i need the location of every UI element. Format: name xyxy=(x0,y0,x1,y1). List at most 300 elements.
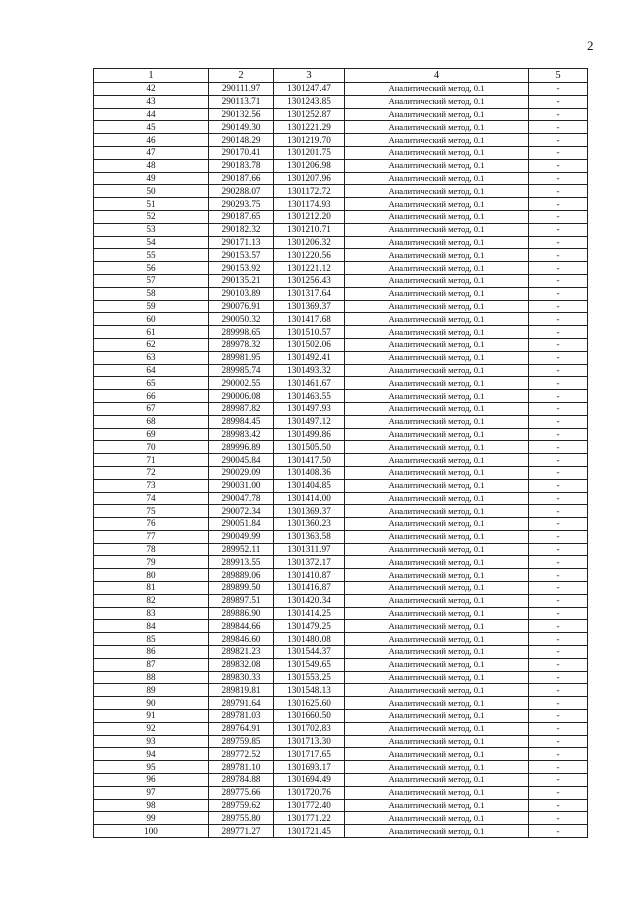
note-cell: - xyxy=(529,454,588,467)
x-coordinate-cell: 290153.57 xyxy=(209,249,274,262)
x-coordinate-cell: 289981.95 xyxy=(209,351,274,364)
point-number-cell: 45 xyxy=(94,121,209,134)
note-cell: - xyxy=(529,377,588,390)
method-cell: Аналитический метод, 0.1 xyxy=(345,364,529,377)
x-coordinate-cell: 289952.11 xyxy=(209,543,274,556)
x-coordinate-cell: 290113.71 xyxy=(209,95,274,108)
note-cell: - xyxy=(529,134,588,147)
table-header-row xyxy=(94,69,588,83)
method-cell: Аналитический метод, 0.1 xyxy=(345,799,529,812)
table-row xyxy=(94,786,588,799)
point-number-cell: 83 xyxy=(94,607,209,620)
x-coordinate-cell: 290171.13 xyxy=(209,236,274,249)
table-row xyxy=(94,620,588,633)
method-cell: Аналитический метод, 0.1 xyxy=(345,774,529,787)
table-row xyxy=(94,262,588,275)
y-coordinate-cell: 1301660.50 xyxy=(274,710,345,723)
y-coordinate-cell: 1301220.56 xyxy=(274,249,345,262)
point-number-cell: 100 xyxy=(94,825,209,838)
note-cell: - xyxy=(529,594,588,607)
y-coordinate-cell: 1301505.50 xyxy=(274,441,345,454)
x-coordinate-cell: 290031.00 xyxy=(209,479,274,492)
point-number-cell: 97 xyxy=(94,786,209,799)
y-coordinate-cell: 1301410.87 xyxy=(274,569,345,582)
method-cell: Аналитический метод, 0.1 xyxy=(345,185,529,198)
x-coordinate-cell: 289846.60 xyxy=(209,633,274,646)
y-coordinate-cell: 1301363.58 xyxy=(274,530,345,543)
x-coordinate-cell: 289784.88 xyxy=(209,774,274,787)
y-coordinate-cell: 1301479.25 xyxy=(274,620,345,633)
point-number-cell: 67 xyxy=(94,402,209,415)
table-row xyxy=(94,722,588,735)
method-cell: Аналитический метод, 0.1 xyxy=(345,786,529,799)
note-cell: - xyxy=(529,262,588,275)
point-number-cell: 63 xyxy=(94,351,209,364)
method-cell: Аналитический метод, 0.1 xyxy=(345,466,529,479)
note-cell: - xyxy=(529,658,588,671)
y-coordinate-cell: 1301417.50 xyxy=(274,454,345,467)
point-number-cell: 98 xyxy=(94,799,209,812)
x-coordinate-cell: 289772.52 xyxy=(209,748,274,761)
note-cell: - xyxy=(529,518,588,531)
x-coordinate-cell: 289764.91 xyxy=(209,722,274,735)
note-cell: - xyxy=(529,236,588,249)
y-coordinate-cell: 1301548.13 xyxy=(274,684,345,697)
point-number-cell: 94 xyxy=(94,748,209,761)
point-number-cell: 70 xyxy=(94,441,209,454)
point-number-cell: 62 xyxy=(94,338,209,351)
note-cell: - xyxy=(529,774,588,787)
method-cell: Аналитический метод, 0.1 xyxy=(345,710,529,723)
method-cell: Аналитический метод, 0.1 xyxy=(345,390,529,403)
table-row xyxy=(94,518,588,531)
method-cell: Аналитический метод, 0.1 xyxy=(345,441,529,454)
table-row xyxy=(94,415,588,428)
y-coordinate-cell: 1301219.70 xyxy=(274,134,345,147)
note-cell: - xyxy=(529,761,588,774)
point-number-cell: 65 xyxy=(94,377,209,390)
method-cell: Аналитический метод, 0.1 xyxy=(345,633,529,646)
x-coordinate-cell: 289897.51 xyxy=(209,594,274,607)
table-row xyxy=(94,646,588,659)
note-cell: - xyxy=(529,172,588,185)
point-number-cell: 99 xyxy=(94,812,209,825)
table-row xyxy=(94,428,588,441)
point-number-cell: 85 xyxy=(94,633,209,646)
point-number-cell: 89 xyxy=(94,684,209,697)
table-row xyxy=(94,492,588,505)
y-coordinate-cell: 1301694.49 xyxy=(274,774,345,787)
method-cell: Аналитический метод, 0.1 xyxy=(345,543,529,556)
point-number-cell: 69 xyxy=(94,428,209,441)
y-coordinate-cell: 1301206.98 xyxy=(274,159,345,172)
y-coordinate-cell: 1301417.68 xyxy=(274,313,345,326)
x-coordinate-cell: 290183.78 xyxy=(209,159,274,172)
note-cell: - xyxy=(529,569,588,582)
method-cell: Аналитический метод, 0.1 xyxy=(345,415,529,428)
y-coordinate-cell: 1301771.22 xyxy=(274,812,345,825)
method-cell: Аналитический метод, 0.1 xyxy=(345,735,529,748)
y-coordinate-cell: 1301174.93 xyxy=(274,198,345,211)
method-cell: Аналитический метод, 0.1 xyxy=(345,492,529,505)
table-body xyxy=(94,83,588,838)
method-cell: Аналитический метод, 0.1 xyxy=(345,761,529,774)
table-row xyxy=(94,466,588,479)
x-coordinate-cell: 290103.89 xyxy=(209,287,274,300)
x-coordinate-cell: 289913.55 xyxy=(209,556,274,569)
y-coordinate-cell: 1301369.37 xyxy=(274,505,345,518)
method-cell: Аналитический метод, 0.1 xyxy=(345,594,529,607)
x-coordinate-cell: 289755.80 xyxy=(209,812,274,825)
x-coordinate-cell: 289781.03 xyxy=(209,710,274,723)
table-row xyxy=(94,582,588,595)
method-cell: Аналитический метод, 0.1 xyxy=(345,262,529,275)
x-coordinate-cell: 290153.92 xyxy=(209,262,274,275)
point-number-cell: 81 xyxy=(94,582,209,595)
y-coordinate-cell: 1301499.86 xyxy=(274,428,345,441)
y-coordinate-cell: 1301702.83 xyxy=(274,722,345,735)
method-cell: Аналитический метод, 0.1 xyxy=(345,249,529,262)
point-number-cell: 79 xyxy=(94,556,209,569)
x-coordinate-cell: 290148.29 xyxy=(209,134,274,147)
y-coordinate-cell: 1301553.25 xyxy=(274,671,345,684)
table-row xyxy=(94,274,588,287)
method-cell: Аналитический метод, 0.1 xyxy=(345,530,529,543)
y-coordinate-cell: 1301210.71 xyxy=(274,223,345,236)
note-cell: - xyxy=(529,274,588,287)
table-row xyxy=(94,364,588,377)
table-row xyxy=(94,543,588,556)
x-coordinate-cell: 290132.56 xyxy=(209,108,274,121)
y-coordinate-cell: 1301212.20 xyxy=(274,210,345,223)
note-cell: - xyxy=(529,697,588,710)
method-cell: Аналитический метод, 0.1 xyxy=(345,223,529,236)
note-cell: - xyxy=(529,351,588,364)
method-cell: Аналитический метод, 0.1 xyxy=(345,108,529,121)
table-row xyxy=(94,812,588,825)
point-number-cell: 49 xyxy=(94,172,209,185)
column-header: 1 xyxy=(94,69,209,83)
table-row xyxy=(94,633,588,646)
x-coordinate-cell: 289759.62 xyxy=(209,799,274,812)
method-cell: Аналитический метод, 0.1 xyxy=(345,198,529,211)
x-coordinate-cell: 290293.75 xyxy=(209,198,274,211)
table-row xyxy=(94,121,588,134)
table-row xyxy=(94,607,588,620)
method-cell: Аналитический метод, 0.1 xyxy=(345,338,529,351)
x-coordinate-cell: 289781.10 xyxy=(209,761,274,774)
table-row xyxy=(94,390,588,403)
table-row xyxy=(94,351,588,364)
table-row xyxy=(94,236,588,249)
method-cell: Аналитический метод, 0.1 xyxy=(345,825,529,838)
note-cell: - xyxy=(529,428,588,441)
y-coordinate-cell: 1301404.85 xyxy=(274,479,345,492)
table-row xyxy=(94,799,588,812)
method-cell: Аналитический метод, 0.1 xyxy=(345,95,529,108)
y-coordinate-cell: 1301720.76 xyxy=(274,786,345,799)
note-cell: - xyxy=(529,390,588,403)
point-number-cell: 51 xyxy=(94,198,209,211)
method-cell: Аналитический метод, 0.1 xyxy=(345,620,529,633)
y-coordinate-cell: 1301463.55 xyxy=(274,390,345,403)
y-coordinate-cell: 1301369.37 xyxy=(274,300,345,313)
table-row xyxy=(94,402,588,415)
table-row xyxy=(94,441,588,454)
table-row xyxy=(94,697,588,710)
x-coordinate-cell: 290047.78 xyxy=(209,492,274,505)
method-cell: Аналитический метод, 0.1 xyxy=(345,210,529,223)
x-coordinate-cell: 289775.66 xyxy=(209,786,274,799)
x-coordinate-cell: 289791.64 xyxy=(209,697,274,710)
point-number-cell: 71 xyxy=(94,454,209,467)
x-coordinate-cell: 290006.08 xyxy=(209,390,274,403)
y-coordinate-cell: 1301544.37 xyxy=(274,646,345,659)
method-cell: Аналитический метод, 0.1 xyxy=(345,582,529,595)
point-number-cell: 84 xyxy=(94,620,209,633)
point-number-cell: 72 xyxy=(94,466,209,479)
x-coordinate-cell: 290050.32 xyxy=(209,313,274,326)
x-coordinate-cell: 289987.82 xyxy=(209,402,274,415)
y-coordinate-cell: 1301480.08 xyxy=(274,633,345,646)
point-number-cell: 86 xyxy=(94,646,209,659)
point-number-cell: 59 xyxy=(94,300,209,313)
point-number-cell: 73 xyxy=(94,479,209,492)
x-coordinate-cell: 289998.65 xyxy=(209,326,274,339)
note-cell: - xyxy=(529,492,588,505)
x-coordinate-cell: 289832.08 xyxy=(209,658,274,671)
table-row xyxy=(94,159,588,172)
method-cell: Аналитический метод, 0.1 xyxy=(345,172,529,185)
note-cell: - xyxy=(529,121,588,134)
point-number-cell: 68 xyxy=(94,415,209,428)
x-coordinate-cell: 290135.21 xyxy=(209,274,274,287)
y-coordinate-cell: 1301243.85 xyxy=(274,95,345,108)
point-number-cell: 52 xyxy=(94,210,209,223)
point-number-cell: 60 xyxy=(94,313,209,326)
table-row xyxy=(94,454,588,467)
note-cell: - xyxy=(529,812,588,825)
point-number-cell: 57 xyxy=(94,274,209,287)
table-row xyxy=(94,210,588,223)
y-coordinate-cell: 1301256.43 xyxy=(274,274,345,287)
y-coordinate-cell: 1301497.93 xyxy=(274,402,345,415)
table-row xyxy=(94,748,588,761)
method-cell: Аналитический метод, 0.1 xyxy=(345,671,529,684)
method-cell: Аналитический метод, 0.1 xyxy=(345,83,529,96)
point-number-cell: 96 xyxy=(94,774,209,787)
note-cell: - xyxy=(529,402,588,415)
method-cell: Аналитический метод, 0.1 xyxy=(345,722,529,735)
table-row xyxy=(94,671,588,684)
table-row xyxy=(94,326,588,339)
y-coordinate-cell: 1301721.45 xyxy=(274,825,345,838)
coordinates-table xyxy=(93,68,588,838)
note-cell: - xyxy=(529,556,588,569)
table-row xyxy=(94,569,588,582)
y-coordinate-cell: 1301252.87 xyxy=(274,108,345,121)
method-cell: Аналитический метод, 0.1 xyxy=(345,134,529,147)
method-cell: Аналитический метод, 0.1 xyxy=(345,748,529,761)
table-row xyxy=(94,338,588,351)
y-coordinate-cell: 1301414.25 xyxy=(274,607,345,620)
y-coordinate-cell: 1301372.17 xyxy=(274,556,345,569)
method-cell: Аналитический метод, 0.1 xyxy=(345,274,529,287)
y-coordinate-cell: 1301221.12 xyxy=(274,262,345,275)
table-row xyxy=(94,505,588,518)
point-number-cell: 80 xyxy=(94,569,209,582)
method-cell: Аналитический метод, 0.1 xyxy=(345,812,529,825)
point-number-cell: 90 xyxy=(94,697,209,710)
table-row xyxy=(94,825,588,838)
table-row xyxy=(94,735,588,748)
table-row xyxy=(94,83,588,96)
point-number-cell: 55 xyxy=(94,249,209,262)
x-coordinate-cell: 290182.32 xyxy=(209,223,274,236)
note-cell: - xyxy=(529,185,588,198)
y-coordinate-cell: 1301492.41 xyxy=(274,351,345,364)
point-number-cell: 61 xyxy=(94,326,209,339)
x-coordinate-cell: 289844.66 xyxy=(209,620,274,633)
point-number-cell: 88 xyxy=(94,671,209,684)
note-cell: - xyxy=(529,646,588,659)
y-coordinate-cell: 1301311.97 xyxy=(274,543,345,556)
table-row xyxy=(94,556,588,569)
table-row xyxy=(94,95,588,108)
note-cell: - xyxy=(529,748,588,761)
note-cell: - xyxy=(529,364,588,377)
note-cell: - xyxy=(529,684,588,697)
point-number-cell: 46 xyxy=(94,134,209,147)
x-coordinate-cell: 289821.23 xyxy=(209,646,274,659)
method-cell: Аналитический метод, 0.1 xyxy=(345,326,529,339)
method-cell: Аналитический метод, 0.1 xyxy=(345,697,529,710)
note-cell: - xyxy=(529,582,588,595)
x-coordinate-cell: 290051.84 xyxy=(209,518,274,531)
point-number-cell: 92 xyxy=(94,722,209,735)
point-number-cell: 58 xyxy=(94,287,209,300)
y-coordinate-cell: 1301502.06 xyxy=(274,338,345,351)
table-row xyxy=(94,479,588,492)
note-cell: - xyxy=(529,722,588,735)
column-header: 3 xyxy=(274,69,345,83)
table-row xyxy=(94,313,588,326)
x-coordinate-cell: 289819.81 xyxy=(209,684,274,697)
note-cell: - xyxy=(529,543,588,556)
x-coordinate-cell: 290029.09 xyxy=(209,466,274,479)
point-number-cell: 74 xyxy=(94,492,209,505)
note-cell: - xyxy=(529,671,588,684)
note-cell: - xyxy=(529,735,588,748)
note-cell: - xyxy=(529,620,588,633)
table-row xyxy=(94,172,588,185)
x-coordinate-cell: 290045.84 xyxy=(209,454,274,467)
method-cell: Аналитический метод, 0.1 xyxy=(345,351,529,364)
y-coordinate-cell: 1301510.57 xyxy=(274,326,345,339)
method-cell: Аналитический метод, 0.1 xyxy=(345,505,529,518)
x-coordinate-cell: 290149.30 xyxy=(209,121,274,134)
note-cell: - xyxy=(529,710,588,723)
y-coordinate-cell: 1301461.67 xyxy=(274,377,345,390)
x-coordinate-cell: 289771.27 xyxy=(209,825,274,838)
point-number-cell: 48 xyxy=(94,159,209,172)
table-row xyxy=(94,146,588,159)
note-cell: - xyxy=(529,287,588,300)
y-coordinate-cell: 1301206.32 xyxy=(274,236,345,249)
y-coordinate-cell: 1301172.72 xyxy=(274,185,345,198)
x-coordinate-cell: 289886.90 xyxy=(209,607,274,620)
note-cell: - xyxy=(529,223,588,236)
note-cell: - xyxy=(529,415,588,428)
table-row xyxy=(94,185,588,198)
note-cell: - xyxy=(529,146,588,159)
y-coordinate-cell: 1301625.60 xyxy=(274,697,345,710)
point-number-cell: 64 xyxy=(94,364,209,377)
point-number-cell: 76 xyxy=(94,518,209,531)
point-number-cell: 56 xyxy=(94,262,209,275)
column-header: 2 xyxy=(209,69,274,83)
x-coordinate-cell: 290187.65 xyxy=(209,210,274,223)
method-cell: Аналитический метод, 0.1 xyxy=(345,146,529,159)
table-row xyxy=(94,658,588,671)
method-cell: Аналитический метод, 0.1 xyxy=(345,658,529,671)
table-row xyxy=(94,198,588,211)
method-cell: Аналитический метод, 0.1 xyxy=(345,402,529,415)
point-number-cell: 75 xyxy=(94,505,209,518)
x-coordinate-cell: 289759.85 xyxy=(209,735,274,748)
x-coordinate-cell: 290111.97 xyxy=(209,83,274,96)
note-cell: - xyxy=(529,159,588,172)
table-row xyxy=(94,134,588,147)
point-number-cell: 93 xyxy=(94,735,209,748)
method-cell: Аналитический метод, 0.1 xyxy=(345,479,529,492)
point-number-cell: 82 xyxy=(94,594,209,607)
method-cell: Аналитический метод, 0.1 xyxy=(345,556,529,569)
table-row xyxy=(94,710,588,723)
note-cell: - xyxy=(529,530,588,543)
y-coordinate-cell: 1301497.12 xyxy=(274,415,345,428)
x-coordinate-cell: 289984.45 xyxy=(209,415,274,428)
point-number-cell: 91 xyxy=(94,710,209,723)
point-number-cell: 54 xyxy=(94,236,209,249)
y-coordinate-cell: 1301408.36 xyxy=(274,466,345,479)
y-coordinate-cell: 1301717.65 xyxy=(274,748,345,761)
x-coordinate-cell: 289830.33 xyxy=(209,671,274,684)
note-cell: - xyxy=(529,466,588,479)
note-cell: - xyxy=(529,799,588,812)
x-coordinate-cell: 290288.07 xyxy=(209,185,274,198)
method-cell: Аналитический метод, 0.1 xyxy=(345,646,529,659)
method-cell: Аналитический метод, 0.1 xyxy=(345,300,529,313)
method-cell: Аналитический метод, 0.1 xyxy=(345,569,529,582)
note-cell: - xyxy=(529,607,588,620)
method-cell: Аналитический метод, 0.1 xyxy=(345,236,529,249)
y-coordinate-cell: 1301693.17 xyxy=(274,761,345,774)
point-number-cell: 43 xyxy=(94,95,209,108)
x-coordinate-cell: 289889.06 xyxy=(209,569,274,582)
point-number-cell: 44 xyxy=(94,108,209,121)
y-coordinate-cell: 1301247.47 xyxy=(274,83,345,96)
note-cell: - xyxy=(529,313,588,326)
table-row xyxy=(94,108,588,121)
x-coordinate-cell: 290049.99 xyxy=(209,530,274,543)
point-number-cell: 47 xyxy=(94,146,209,159)
note-cell: - xyxy=(529,479,588,492)
table-row xyxy=(94,530,588,543)
point-number-cell: 50 xyxy=(94,185,209,198)
table-row xyxy=(94,223,588,236)
note-cell: - xyxy=(529,198,588,211)
